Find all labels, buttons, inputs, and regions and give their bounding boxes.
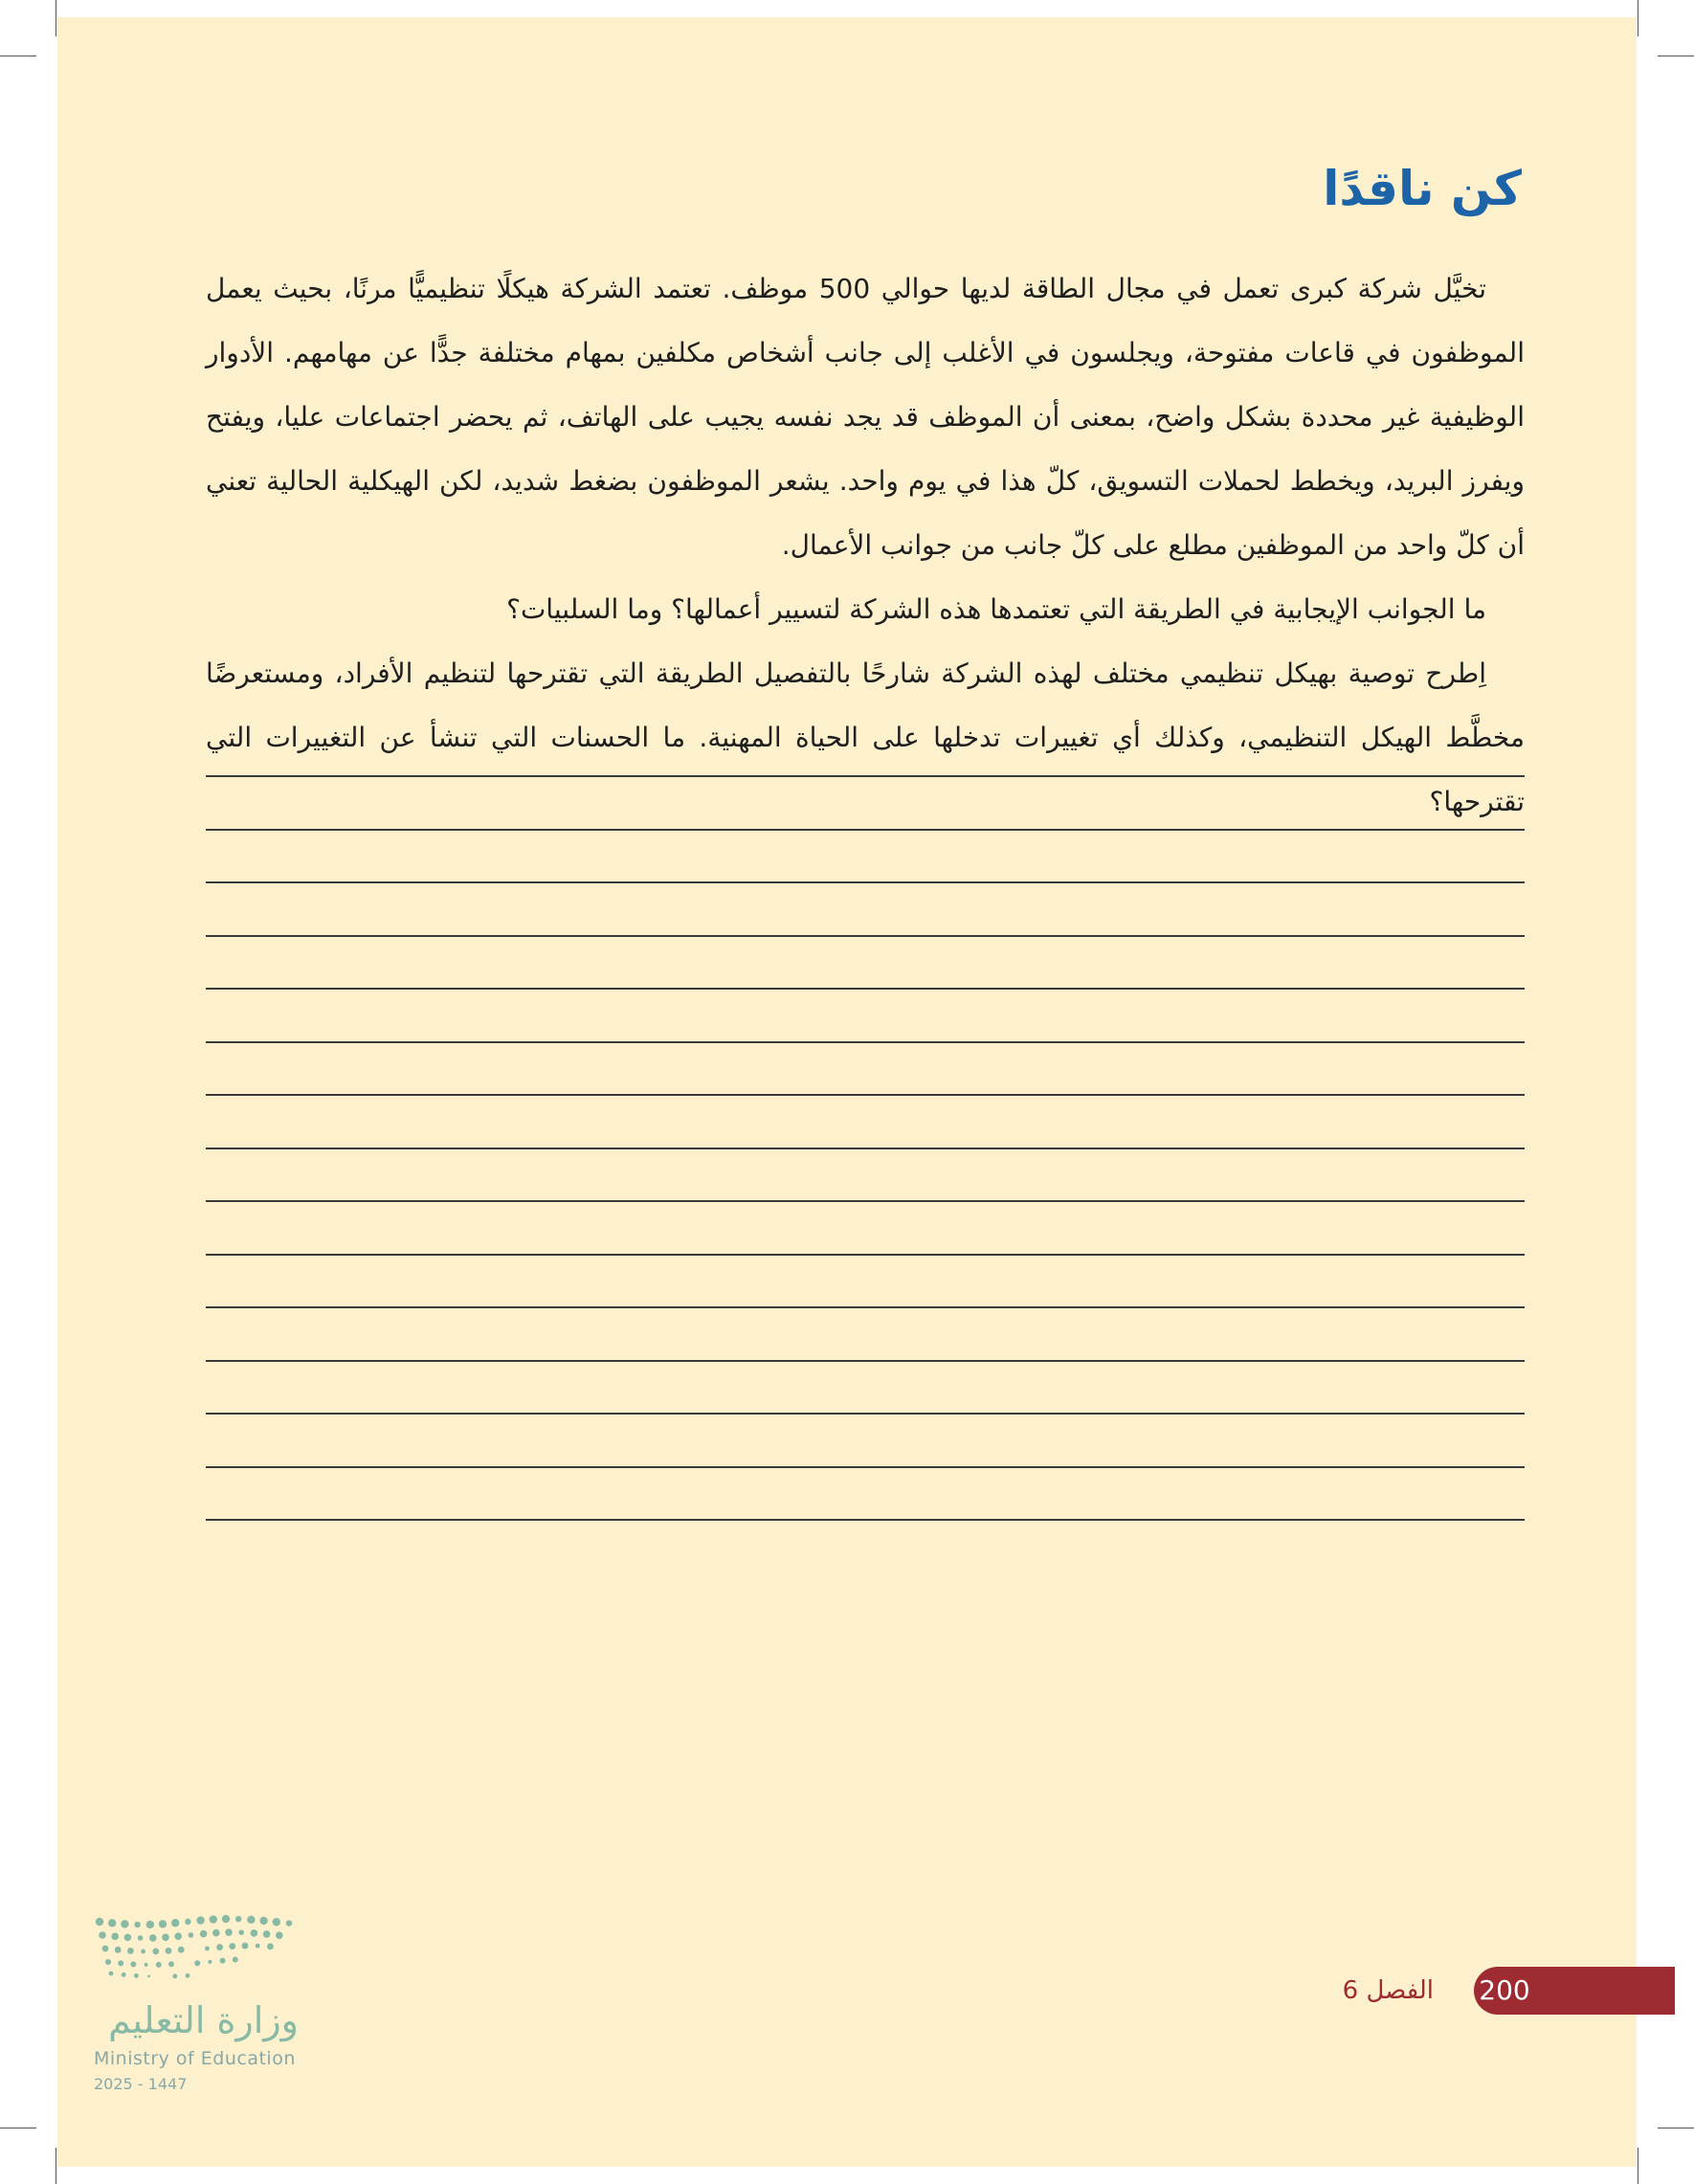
logo-dot — [138, 1935, 144, 1941]
logo-dot — [141, 1950, 145, 1954]
logo-dot — [286, 1920, 292, 1926]
logo-dot — [147, 1975, 150, 1978]
logo-dot — [216, 1944, 223, 1950]
logo-dot — [200, 1930, 208, 1938]
logo-dot — [115, 1947, 122, 1953]
answer-line[interactable] — [206, 1200, 1525, 1202]
answer-line[interactable] — [206, 988, 1525, 990]
answer-line[interactable] — [206, 1360, 1525, 1362]
answer-line[interactable] — [206, 935, 1525, 937]
logo-dot — [208, 1960, 212, 1964]
logo-dot — [205, 1946, 210, 1950]
logo-dot — [130, 1961, 136, 1967]
logo-dot — [149, 1934, 157, 1942]
logo-dot — [134, 1973, 139, 1978]
answer-line[interactable] — [206, 1254, 1525, 1256]
answer-line[interactable] — [206, 1413, 1525, 1415]
question-2: اِطرح توصية بهيكل تنظيمي مختلف لهذه الشركة شارحًا بالتفصيل الطريقة التي تقترحها لتنظيم الأفراد، ومستعرضًا مخطَّط الهيكل التنظيمي، وكذلك أي تغييرات تدخلها على الحياة المهنية. ما الحسنات التي تنشأ عن التغييرات التي تقترحها؟ — [206, 657, 1525, 817]
logo-dot — [196, 1916, 204, 1924]
logo-dot — [212, 1929, 220, 1937]
logo-dot — [247, 1916, 255, 1924]
logo-dot — [222, 1915, 230, 1923]
logo-dot — [263, 1930, 271, 1938]
answer-line[interactable] — [206, 1148, 1525, 1149]
logo-dot — [238, 1929, 244, 1935]
logo-dot — [186, 1973, 190, 1978]
logo-dot — [99, 1931, 106, 1939]
logo-dot — [171, 1919, 179, 1927]
logo-dot — [118, 1960, 123, 1966]
logo-dot — [276, 1931, 283, 1939]
logo-dot — [225, 1928, 233, 1936]
answer-line[interactable] — [206, 1466, 1525, 1468]
logo-arabic-text: وزارة التعليم — [108, 1999, 299, 2041]
scenario-paragraph: تخيَّل شركة كبرى تعمل في مجال الطاقة لديها حوالي 500 موظف. تعتمد الشركة هيكلًا تنظيميًّا مرنًا، بحيث يعمل الموظفون في قاعات مفتوحة، ويجلسون في الأغلب إلى جانب أشخاص مكلفين بمهام مختلفة جدًّا عن مهامهم. الأدوار الوظيفية غير محددة بشكل واضح، بمعنى أن الموظف قد يجد نفسه يجيب على الهاتف، ثم يحضر اجتماعات عليا، ويفتح ويفرز البريد، ويخطط لحملات التسويق، كلّ هذا في يوم واحد. يشعر الموظفون بضغط شديد، لكن الهيكلية الحالية تعني أن كلّ واحد من الموظفين مطلع على كلّ جانب من جوانب الأعمال. — [206, 273, 1525, 561]
answer-line[interactable] — [206, 1519, 1525, 1521]
logo-dot — [273, 1918, 280, 1926]
logo-dot — [229, 1943, 235, 1950]
page-number: 200 — [1479, 1974, 1530, 2006]
answer-line[interactable] — [206, 775, 1525, 777]
logo-dot — [121, 1920, 128, 1928]
logo-dot — [174, 1932, 182, 1940]
section-title: كن ناقدًا — [1323, 161, 1522, 216]
answer-line[interactable] — [206, 1094, 1525, 1096]
ministry-logo-dots-icon — [92, 1914, 302, 2000]
logo-dot — [256, 1944, 260, 1949]
logo-dot — [96, 1918, 103, 1926]
logo-dot — [127, 1948, 134, 1954]
logo-dot — [145, 1963, 148, 1967]
logo-dot — [220, 1958, 226, 1964]
logo-dot — [105, 1959, 111, 1965]
logo-dot — [168, 1961, 174, 1967]
logo-dot — [251, 1929, 258, 1937]
logo-dot — [178, 1947, 185, 1953]
logo-dot — [242, 1943, 249, 1950]
logo-dot — [233, 1957, 238, 1963]
logo-dot — [152, 1949, 159, 1955]
logo-english-text: Ministry of Education — [94, 2048, 296, 2069]
logo-dot — [166, 1948, 172, 1954]
logo-dot — [134, 1922, 140, 1928]
logo-dot — [146, 1921, 154, 1928]
logo-dot — [156, 1962, 162, 1968]
section-body — [206, 256, 1525, 834]
logo-dot — [124, 1934, 132, 1942]
logo-dot — [194, 1960, 200, 1966]
question-1: ما الجوانب الإيجابية في الطريقة التي تعتمدها هذه الشركة لتسيير أعمالها؟ وما السلبيات؟ — [506, 593, 1486, 625]
logo-year: 2025 - 1447 — [94, 2075, 188, 2093]
logo-dot — [189, 1932, 194, 1938]
logo-dot — [259, 1917, 267, 1925]
logo-dot — [102, 1946, 109, 1952]
logo-dot — [162, 1933, 169, 1941]
logo-dot — [210, 1915, 217, 1923]
logo-dot — [185, 1919, 190, 1925]
answer-line[interactable] — [206, 881, 1525, 883]
chapter-label: الفصل 6 — [1342, 1976, 1434, 2005]
logo-dot — [267, 1943, 274, 1950]
logo-dot — [109, 1972, 114, 1976]
logo-dot — [235, 1916, 241, 1922]
logo-dot — [122, 1972, 126, 1977]
answer-line[interactable] — [206, 1041, 1525, 1043]
logo-dot — [111, 1933, 119, 1941]
logo-dot — [159, 1920, 167, 1928]
logo-dot — [108, 1919, 116, 1927]
logo-dot — [172, 1974, 177, 1979]
answer-line[interactable] — [206, 829, 1525, 831]
answer-line[interactable] — [206, 1306, 1525, 1308]
